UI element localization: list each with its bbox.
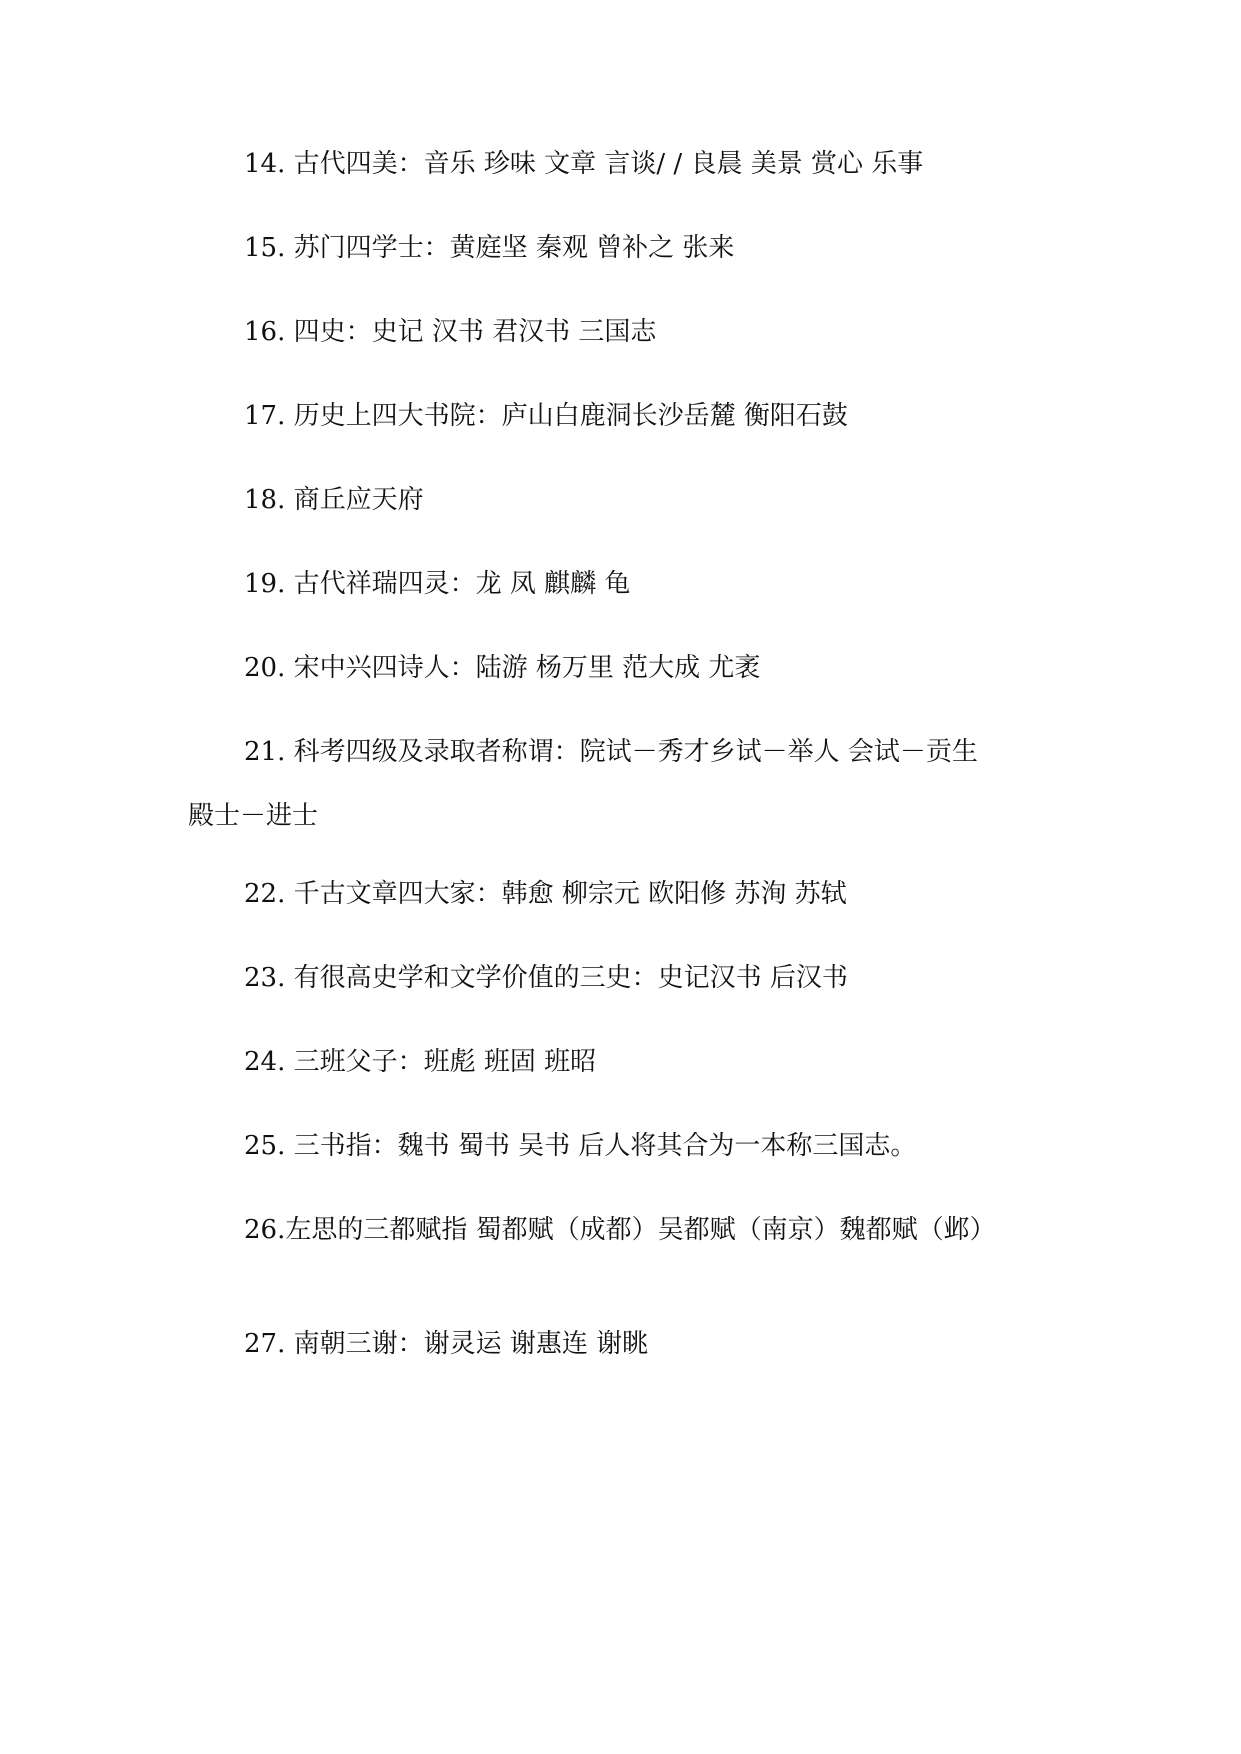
list-item (188, 636, 1068, 700)
list-item (188, 946, 1068, 1010)
list-item (188, 720, 1068, 848)
list-item (188, 300, 1068, 364)
list-item-continuation: 殿士－进士 (188, 801, 319, 831)
list-item-text: 23. 有很高史学和文学价值的三史：史记汉书 后汉书 (244, 963, 848, 993)
list-item-text: 14. 古代四美：音乐 珍味 文章 言谈/ / 良晨 美景 赏心 乐事 (244, 149, 924, 179)
list-item (188, 862, 1068, 926)
list-item (188, 132, 1068, 196)
list-item-text: 20. 宋中兴四诗人：陆游 杨万里 范大成 尤袤 (244, 653, 761, 683)
list-item-text: 26.左思的三都赋指 蜀都赋（成都）吴都赋（南京）魏都赋（邺） (244, 1215, 996, 1245)
list-item-text: 16. 四史：史记 汉书 君汉书 三国志 (244, 317, 657, 347)
list-item-text: 21. 科考四级及录取者称谓：院试－秀才乡试－举人 会试－贡生 (244, 737, 978, 767)
list-item (188, 1198, 1068, 1262)
list-item-text: 17. 历史上四大书院：庐山白鹿洞长沙岳麓 衡阳石鼓 (244, 401, 848, 431)
list-item-text: 18. 商丘应天府 (244, 485, 424, 515)
list-item-text: 22. 千古文章四大家：韩愈 柳宗元 欧阳修 苏洵 苏轼 (244, 879, 847, 909)
list-item (188, 1030, 1068, 1094)
list-item-text: 24. 三班父子：班彪 班固 班昭 (244, 1047, 597, 1077)
list-item (188, 552, 1068, 616)
list-item-text: 15. 苏门四学士：黄庭坚 秦观 曾补之 张来 (244, 233, 735, 263)
list-item (188, 1114, 1068, 1178)
list-item-text: 25. 三书指：魏书 蜀书 吴书 后人将其合为一本称三国志。 (244, 1131, 917, 1161)
list-item (188, 384, 1068, 448)
list-item (188, 468, 1068, 532)
list-item (188, 1312, 1068, 1376)
list-item-text: 19. 古代祥瑞四灵：龙 凤 麒麟 龟 (244, 569, 631, 599)
list-item-text: 27. 南朝三谢：谢灵运 谢惠连 谢眺 (244, 1329, 649, 1359)
list-item (188, 216, 1068, 280)
